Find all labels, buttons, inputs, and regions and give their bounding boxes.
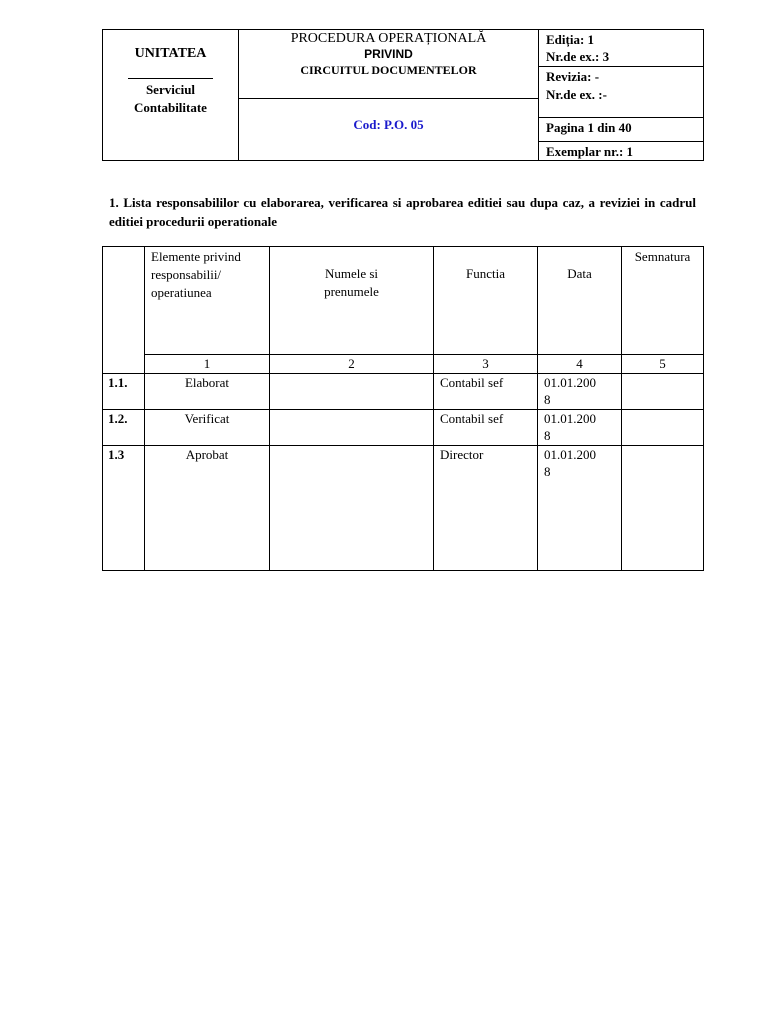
- header-element-line-1: Elemente privind: [151, 249, 241, 264]
- col-number-2: 2: [348, 356, 355, 371]
- header-top-border: [102, 29, 704, 30]
- procedure-title: PROCEDURA OPERAȚIONALĂ: [290, 31, 487, 46]
- row-element: Aprobat: [185, 447, 229, 462]
- row-date-line-1: 01.01.200: [544, 447, 596, 462]
- row-function: Director: [440, 447, 484, 462]
- row-date-line-1: 01.01.200: [544, 375, 596, 390]
- header-bottom-border: [102, 160, 704, 161]
- revision-copies: Nr.de ex. :-: [546, 87, 607, 102]
- edition: Ediția: 1: [546, 32, 595, 47]
- procedure-subject: CIRCUITUL DOCUMENTELOR: [300, 63, 477, 77]
- header-signature: Semnatura: [634, 249, 691, 264]
- row-number: 1.3: [108, 447, 125, 462]
- header-function: Functia: [466, 266, 505, 281]
- row-date-line-2: 8: [544, 428, 551, 443]
- header-right-hline-3: [538, 141, 704, 142]
- row-date-line-1: 01.01.200: [544, 411, 596, 426]
- section-heading: 1. Lista responsabililor cu elaborarea, verificarea si aprobarea editiei sau dupa caz, a reviziei in cadrul editiei procedurii operationale: [109, 195, 696, 229]
- row-date-line-2: 8: [544, 464, 551, 479]
- edition-copies: Nr.de ex.: 3: [546, 49, 610, 64]
- row-element: Verificat: [184, 411, 230, 426]
- table-bottom-border: [102, 570, 704, 571]
- header-right-hline-2: [538, 117, 704, 118]
- header-right-hline-1: [538, 66, 704, 67]
- row-number: 1.2.: [108, 411, 128, 426]
- row-function: Contabil sef: [440, 375, 504, 390]
- row-number: 1.1.: [108, 375, 128, 390]
- unit-label: UNITATEA: [134, 46, 207, 61]
- revision: Revizia: -: [546, 69, 600, 84]
- department-line-2: Contabilitate: [134, 100, 207, 115]
- header-middle-hline: [238, 98, 539, 99]
- row-element: Elaborat: [184, 375, 230, 390]
- header-element-line-2: responsabilii/: [151, 267, 222, 282]
- col-number-4: 4: [576, 356, 583, 371]
- header-element-line-3: operatiunea: [151, 285, 212, 300]
- page-number: Pagina 1 din 40: [546, 120, 632, 135]
- department-line-1: Serviciul: [145, 82, 196, 97]
- col-number-1: 1: [203, 356, 211, 371]
- procedure-code: Cod: P.O. 05: [353, 117, 424, 132]
- copy-number: Exemplar nr.: 1: [546, 144, 634, 159]
- procedure-privind: PRIVIND: [364, 47, 413, 61]
- row-function: Contabil sef: [440, 411, 504, 426]
- unit-underline: [128, 78, 213, 79]
- col-number-3: 3: [482, 356, 489, 371]
- header-name-line-2: prenumele: [324, 284, 379, 299]
- header-date: Data: [567, 266, 592, 281]
- col-number-5: 5: [659, 356, 666, 371]
- header-name-line-1: Numele si: [324, 266, 379, 281]
- row-date-line-2: 8: [544, 392, 551, 407]
- table-top-border: [102, 246, 704, 247]
